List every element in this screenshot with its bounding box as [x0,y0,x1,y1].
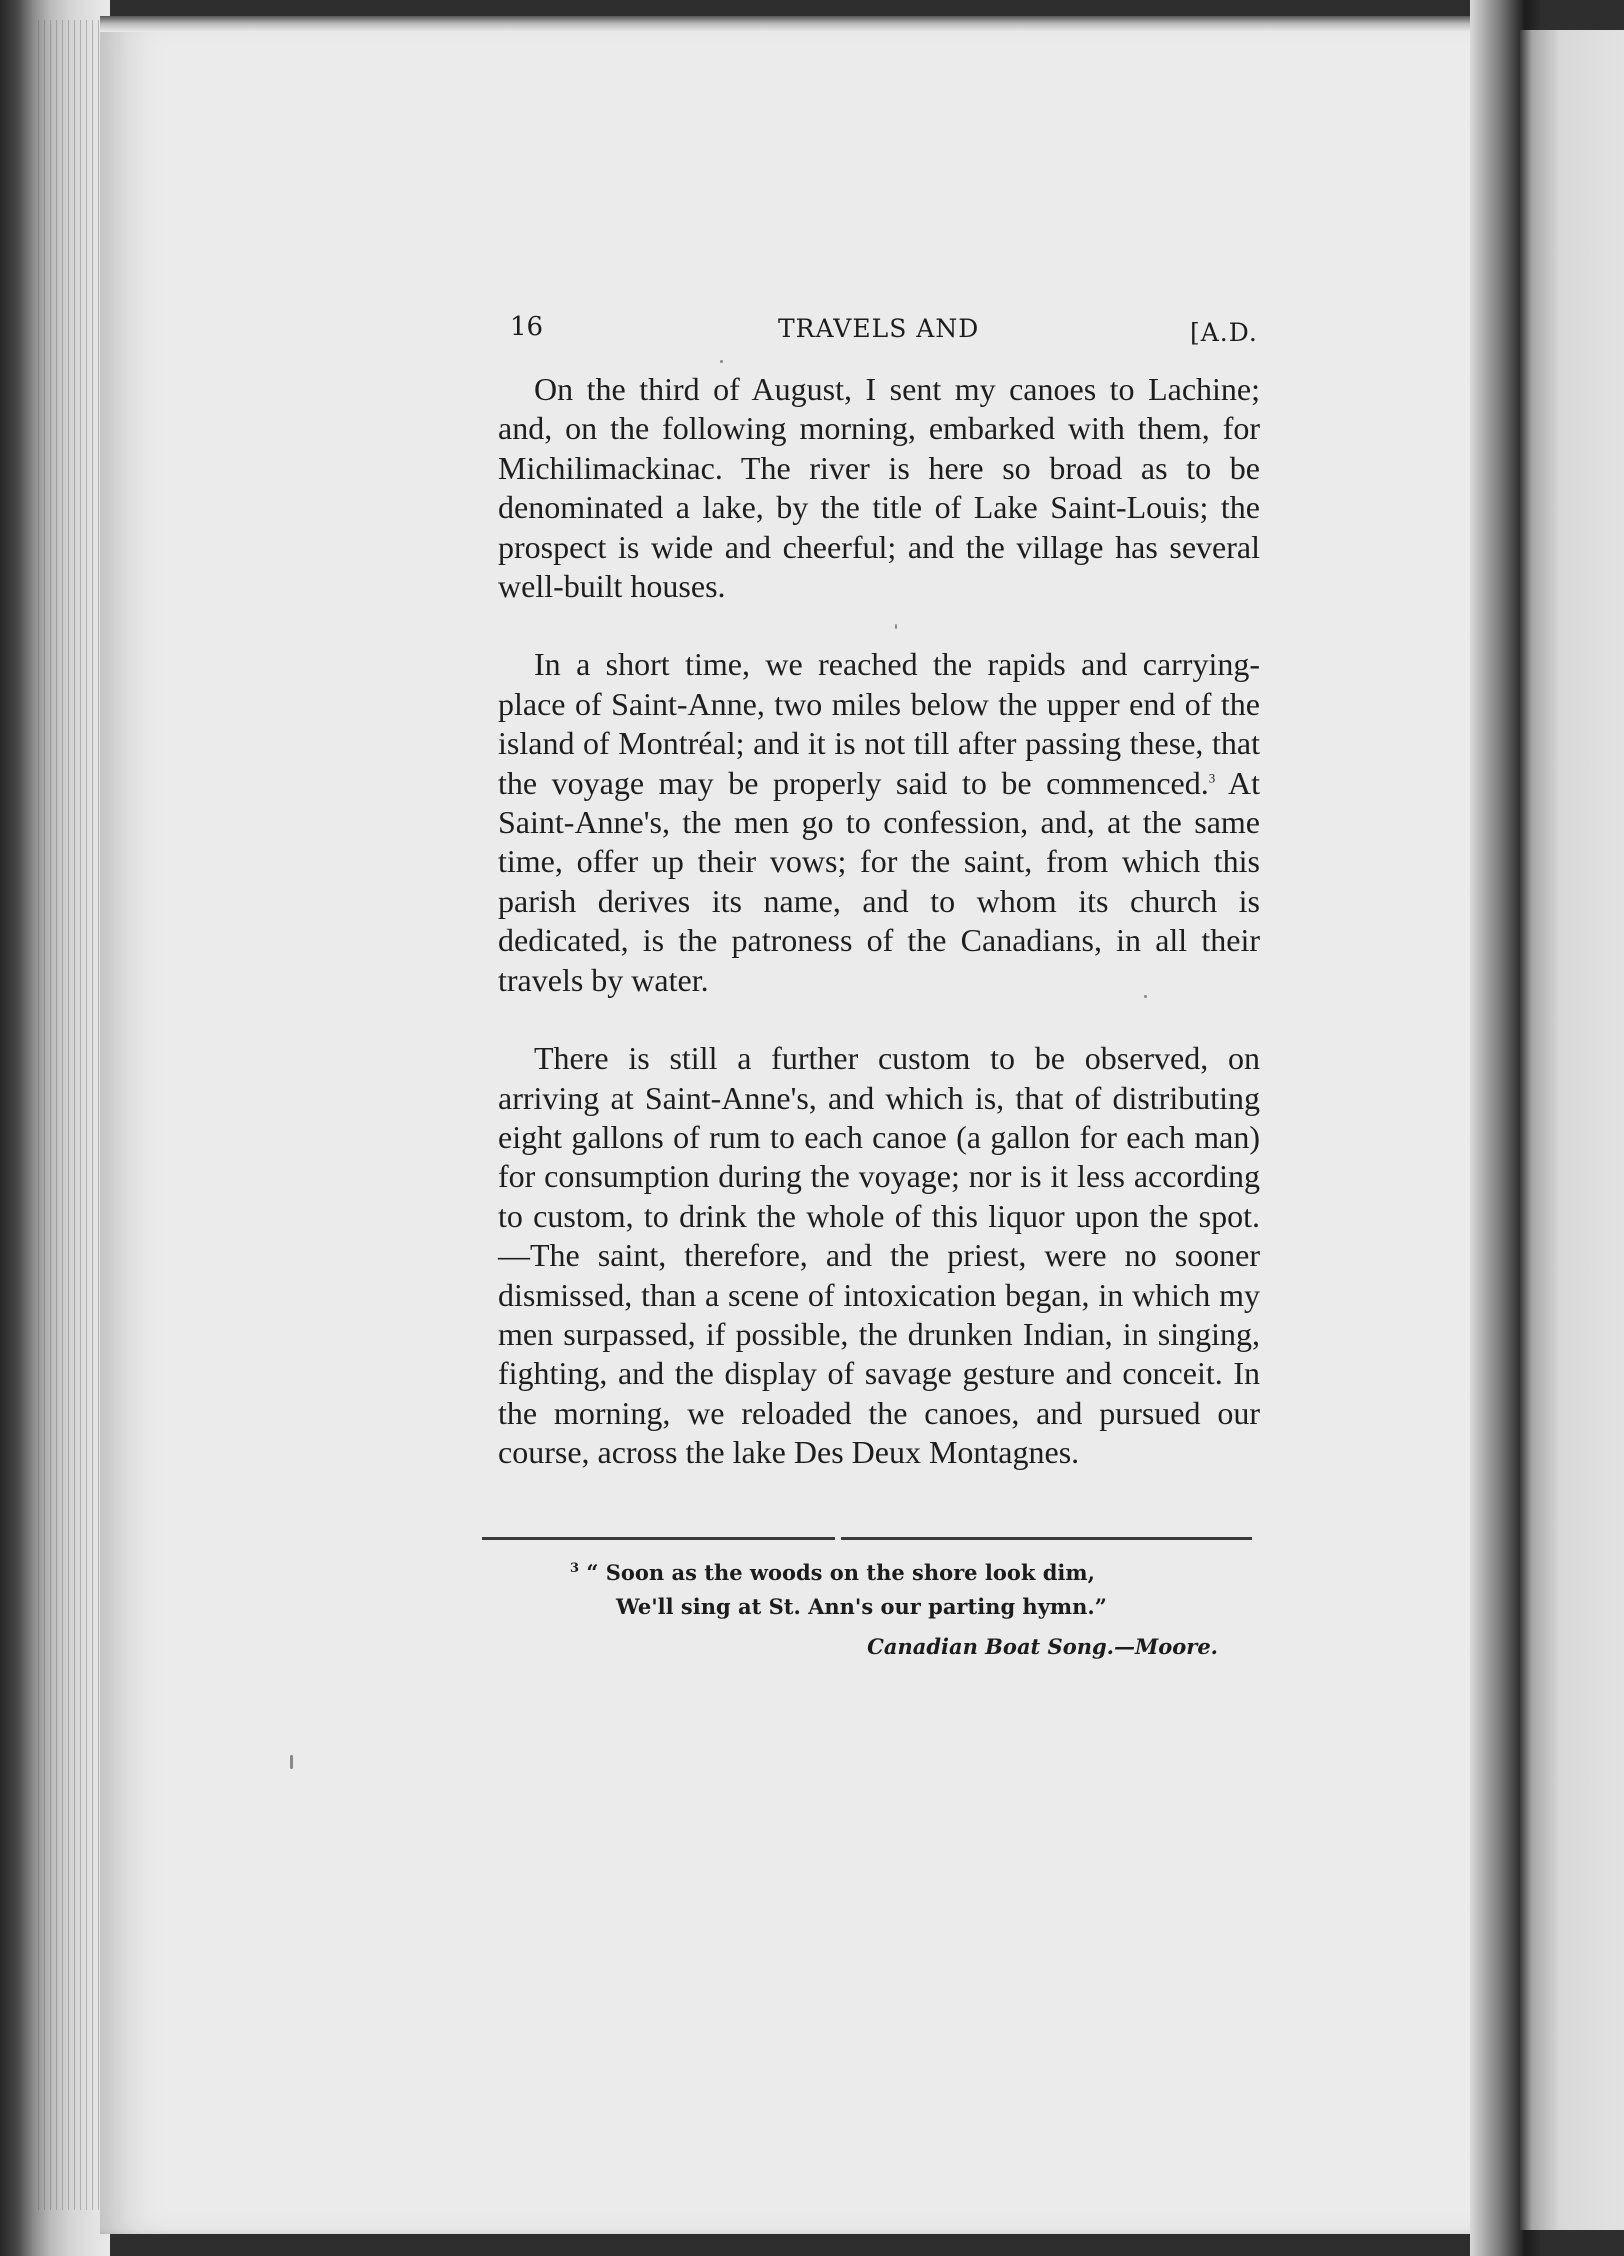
footnote-line [570,1556,1250,1590]
paragraph-text: In a short time, we reached the rapids and carrying-place of Saint-Anne, two miles below the upper end of the island of Montréal; and it is not till after passing these, that the voyage may be properly said to be commenced. [498,646,1260,801]
footnote-ref[interactable]: 3 [1208,770,1216,785]
rule-gap [835,1536,841,1541]
paper-speck [1144,995,1147,998]
running-date: [A.D. [1190,318,1258,347]
paragraph [498,645,1260,1000]
paragraph [498,370,1260,606]
paper-speck [290,1755,293,1769]
paper-speck [720,360,723,363]
facing-page-edge [1520,30,1624,2230]
footnote-rule [482,1537,1252,1540]
footnote-verse-1: “ Soon as the woods on the shore look dim, [586,1560,1095,1585]
running-head [510,308,1260,358]
paragraph [498,1039,1260,1472]
footnote [570,1556,1250,1664]
running-title: TRAVELS AND [778,314,980,343]
page-edges [38,20,108,2210]
footnote-verse-2: We'll sing at St. Ann's our parting hymn.” [616,1594,1107,1619]
page-number: 16 [510,312,544,342]
paragraph-text: On the third of August, I sent my canoes to Lachine; and, on the following morning, embarked with them, for Michilimackinac. The river is here so broad as to be denominated a lake, by the title of Lake Saint-Louis; the prospect is wide and cheerful; and the village has several well-built houses. [498,371,1260,605]
paragraph-text: There is still a further custom to be observed, on arriving at Saint-Anne's, and which is, that of distributing eight gallons of rum to each canoe (a gallon for each man) for consumption during the voyage; nor is it less according to custom, to drink the whole of this liquor upon the spot.—The saint, therefore, and the priest, were no sooner dismissed, than a scene of intoxication began, in which my men surpassed, if possible, the drunken Indian, in singing, fighting, and the display of savage gesture and conceit. In the morning, we reloaded the canoes, and pursued our course, across the lake Des Deux Montagnes. [498,1040,1260,1471]
page-top-edge [100,16,1500,32]
footnote-attribution: Canadian Boat Song.—Moore. [867,1634,1218,1659]
paragraph-text: At Saint-Anne's, the men go to confession, and, at the same time, offer up their vows; for the saint, from which this parish derives its name, and to whom its church is dedicated, is the patroness of the Canadians, in all their travels by water. [498,764,1261,998]
body-text [498,370,1260,1473]
footnote-marker: 3 [570,1561,580,1576]
paper-speck [895,624,897,629]
